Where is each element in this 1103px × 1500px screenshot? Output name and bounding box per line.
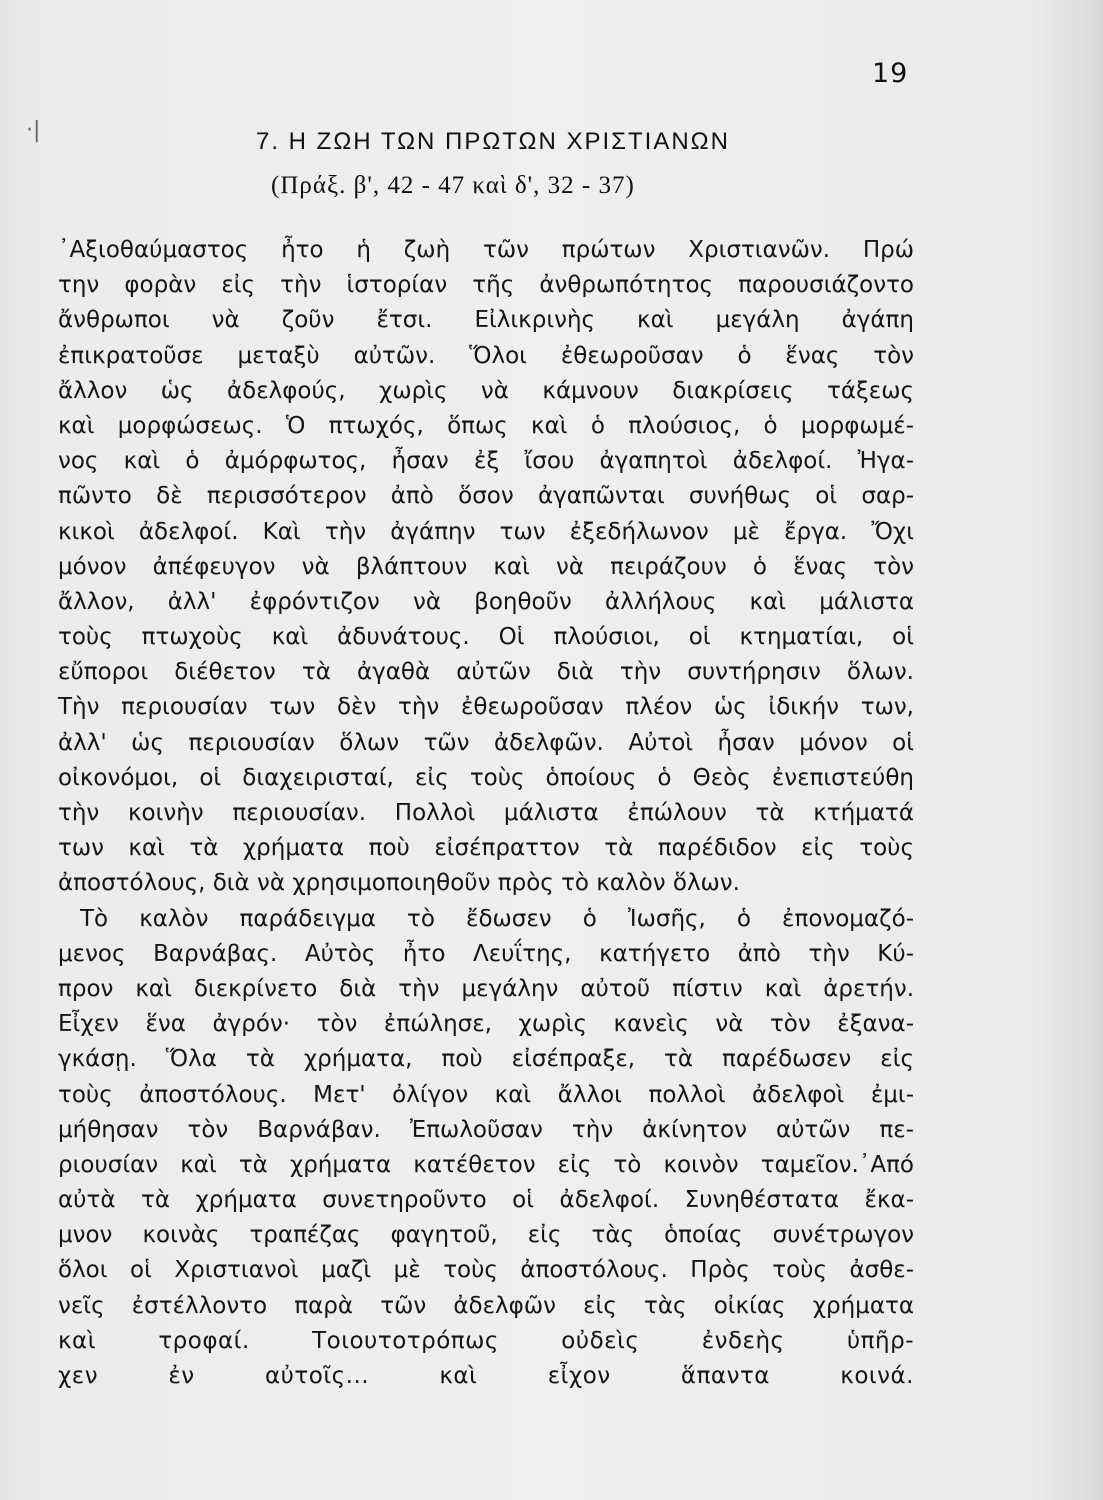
text-line: καὶ τροφαί. Τοιουτοτρόπως οὐδεὶς ἐνδεὴς ὑπῆρ-	[58, 1327, 914, 1354]
page-number: 19	[872, 58, 909, 89]
text-line: ἐπικρατοῦσε μεταξὺ αὐτῶν. Ὅλοι ἐθεωροῦσαν ὁ ἕνας τὸν	[58, 342, 914, 369]
text-line: ἄνθρωποι νὰ ζοῦν ἔτσι. Εἰλικρινὴς καὶ μεγάλη ἀγάπη	[58, 307, 914, 334]
text-line: τοὺς ἀποστόλους. Μετ' ὀλίγον καὶ ἄλλοι πολλοὶ ἀδελφοὶ ἐμι-	[58, 1081, 914, 1108]
text-line: Εἶχεν ἕνα ἀγρόν· τὸν ἐπώλησε, χωρὶς κανεὶς νὰ τὸν ἐξανα-	[58, 1011, 914, 1038]
text-line: νος καὶ ὁ ἀμόρφωτος, ἦσαν ἐξ ἴσου ἀγαπητοὶ ἀδελφοί. Ἠγα-	[58, 448, 914, 475]
text-line: καὶ μορφώσεως. Ὁ πτωχός, ὅπως καὶ ὁ πλούσιος, ὁ μορφωμέ-	[58, 412, 914, 439]
text-line: ἄλλον, ἀλλ' ἐφρόντιζον νὰ βοηθοῦν ἀλλήλους καὶ μάλιστα	[58, 588, 914, 615]
margin-mark: ·|	[26, 118, 41, 143]
text-line: ἀποστόλους, διὰ νὰ χρησιμοποιηθοῦν πρὸς τὸ καλὸν ὅλων.	[58, 870, 740, 897]
text-line: ὅλοι οἱ Χριστιανοὶ μαζὶ μὲ τοὺς ἀποστόλους. Πρὸς τοὺς ἀσθε-	[58, 1257, 914, 1284]
text-line: κικοὶ ἀδελφοί. Καὶ τὴν ἀγάπην των ἐξεδήλωνον μὲ ἔργα. Ὄχι	[58, 518, 914, 545]
text-line: μνον κοινὰς τραπέζας φαγητοῦ, εἰς τὰς ὁποίας συνέτρωγον	[58, 1222, 914, 1249]
text-line: χεν ἐν αὐτοῖς... καὶ εἶχον ἅπαντα κοινά.	[58, 1363, 914, 1389]
body-text	[58, 233, 914, 1394]
text-line: ᾿Αξιοθαύμαστος ἦτο ἡ ζωὴ τῶν πρώτων Χριστιανῶν. Πρώ	[58, 237, 914, 263]
chapter-subtitle: (Πράξ. β', 42 - 47 καὶ δ', 32 - 37)	[271, 172, 635, 199]
text-line: νεῖς ἐστέλλοντο παρὰ τῶν ἀδελφῶν εἰς τὰς οἰκίας χρήματα	[58, 1292, 914, 1319]
text-line: Τὸ καλὸν παράδειγμα τὸ ἔδωσεν ὁ Ἰωσῆς, ὁ ἐπονομαζό-	[80, 905, 914, 932]
text-line: Τὴν περιουσίαν των δὲν τὴν ἐθεωροῦσαν πλέον ὡς ἰδικήν των,	[58, 694, 914, 721]
text-line: ριουσίαν καὶ τὰ χρήματα κατέθετον εἰς τὸ κοινὸν ταμεῖον.᾿Από	[58, 1151, 914, 1178]
chapter-title: 7. Η ΖΩΗ ΤΩΝ ΠΡΩΤΩΝ ΧΡΙΣΤΙΑΝΩΝ	[256, 128, 730, 155]
text-line: μήθησαν τὸν Βαρνάβαν. Ἐπωλοῦσαν τὴν ἀκίνητον αὐτῶν πε-	[58, 1116, 914, 1143]
text-line: γκάσῃ. Ὅλα τὰ χρήματα, ποὺ εἰσέπραξε, τὰ παρέδωσεν εἰς	[58, 1046, 914, 1073]
text-line: πῶντο δὲ περισσότερον ἀπὸ ὅσον ἀγαπῶνται συνήθως οἱ σαρ-	[58, 483, 914, 510]
text-line: μόνον ἀπέφευγον νὰ βλάπτουν καὶ νὰ πειράζουν ὁ ἕνας τὸν	[58, 553, 914, 580]
text-line: των καὶ τὰ χρήματα ποὺ εἰσέπραττον τὰ παρέδιδον εἰς τοὺς	[58, 835, 914, 862]
text-line: οἰκονόμοι, οἱ διαχειρισταί, εἰς τοὺς ὁποίους ὁ Θεὸς ἐνεπιστεύθη	[58, 764, 914, 791]
text-line: ἀλλ' ὡς περιουσίαν ὅλων τῶν ἀδελφῶν. Αὐτοὶ ἦσαν μόνον οἱ	[58, 729, 914, 756]
text-line: τοὺς πτωχοὺς καὶ ἀδυνάτους. Οἱ πλούσιοι, οἱ κτηματίαι, οἱ	[58, 624, 914, 651]
text-line: μενος Βαρνάβας. Αὐτὸς ἦτο Λευΐτης, κατήγετο ἀπὸ τὴν Κύ-	[58, 940, 914, 967]
text-line: ἄλλον ὡς ἀδελφούς, χωρὶς νὰ κάμνουν διακρίσεις τάξεως	[58, 377, 914, 404]
text-line: προν καὶ διεκρίνετο διὰ τὴν μεγάλην αὐτοῦ πίστιν καὶ ἀρετήν.	[58, 975, 914, 1002]
text-line: εὔποροι διέθετον τὰ ἀγαθὰ αὐτῶν διὰ τὴν συντήρησιν ὅλων.	[58, 659, 914, 686]
text-line: αὐτὰ τὰ χρήματα συνετηροῦντο οἱ ἀδελφοί. Συνηθέστατα ἔκα-	[58, 1187, 914, 1214]
text-line: την φορὰν εἰς τὴν ἱστορίαν τῆς ἀνθρωπότητος παρουσιάζοντο	[58, 272, 914, 299]
text-line: τὴν κοινὴν περιουσίαν. Πολλοὶ μάλιστα ἐπώλουν τὰ κτήματά	[58, 800, 914, 826]
